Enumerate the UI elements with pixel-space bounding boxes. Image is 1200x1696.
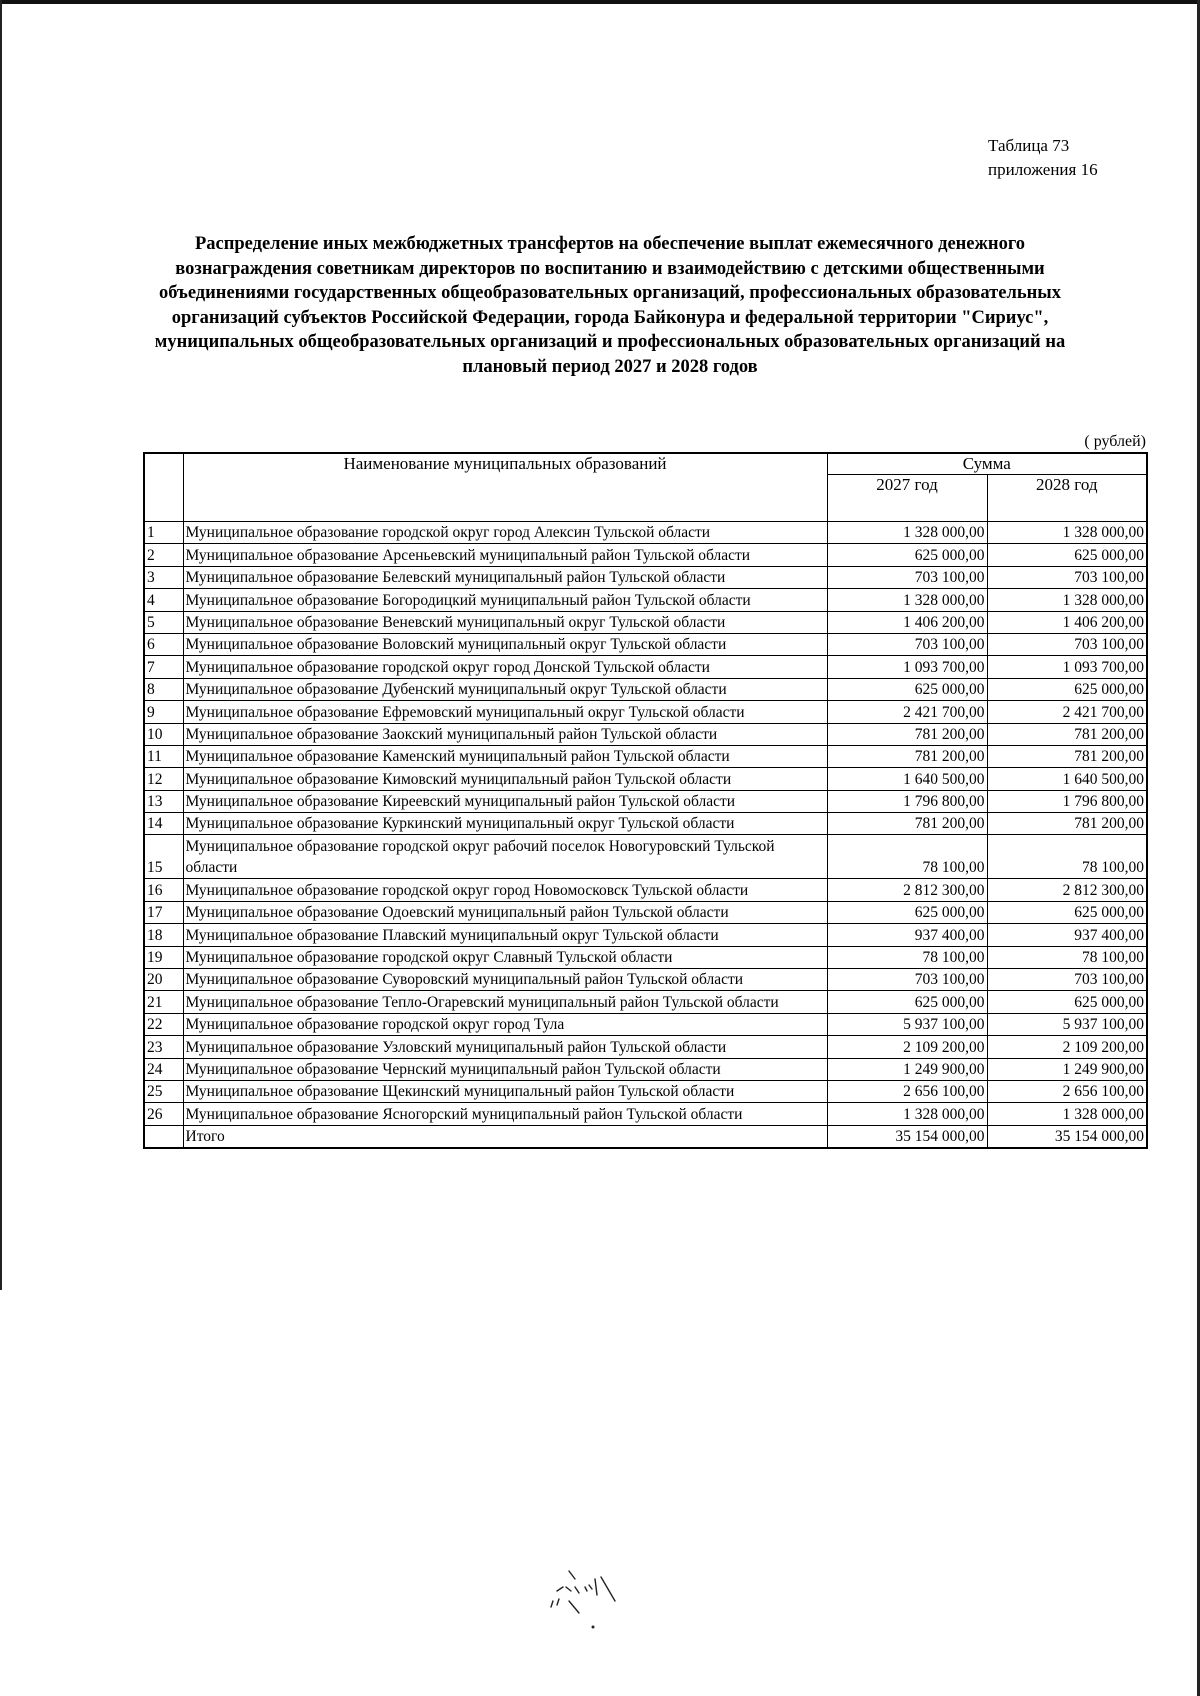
row-number: 15 (144, 835, 183, 879)
row-municipality-name: Муниципальное образование городской округ город Алексин Тульской области (183, 522, 827, 544)
row-amount-2027: 2 421 700,00 (827, 701, 987, 723)
table-row (144, 566, 1147, 588)
row-number: 24 (144, 1058, 183, 1080)
row-amount-2028: 5 937 100,00 (987, 1013, 1147, 1035)
row-amount-2028: 625 000,00 (987, 544, 1147, 566)
row-municipality-name: Муниципальное образование городской округ рабочий поселок Новогуровский Тульской области (183, 835, 827, 879)
row-number: 4 (144, 589, 183, 611)
row-amount-2027: 2 812 300,00 (827, 879, 987, 901)
row-municipality-name: Муниципальное образование городской округ город Тула (183, 1013, 827, 1035)
row-amount-2028: 625 000,00 (987, 678, 1147, 700)
table-row (144, 1013, 1147, 1035)
row-amount-2028: 703 100,00 (987, 566, 1147, 588)
row-amount-2027: 781 200,00 (827, 813, 987, 835)
row-amount-2028: 625 000,00 (987, 991, 1147, 1013)
row-number: 6 (144, 633, 183, 655)
row-amount-2027: 1 796 800,00 (827, 790, 987, 812)
document-title: Распределение иных межбюджетных трансфертов на обеспечение выплат ежемесячного денежного вознаграждения советникам директоров по воспитанию и взаимодействию с детскими общественными объединениями государственных общеобразовательных организаций, профессиональных образовательных организаций субъектов Российской Федерации, города Байконура и федеральной территории "Сириус", муниципальных общеобразовательных организаций и профессиональных образовательных организаций на плановый период 2027 и 2028 годов (154, 234, 1066, 377)
row-number: 12 (144, 768, 183, 790)
row-amount-2027: 1 328 000,00 (827, 1103, 987, 1125)
table-row (144, 991, 1147, 1013)
row-amount-2027: 2 109 200,00 (827, 1036, 987, 1058)
row-amount-2028: 2 812 300,00 (987, 879, 1147, 901)
row-amount-2027: 78 100,00 (827, 946, 987, 968)
row-municipality-name: Муниципальное образование Ясногорский муниципальный район Тульской области (183, 1103, 827, 1125)
row-number: 23 (144, 1036, 183, 1058)
row-number: 25 (144, 1080, 183, 1102)
table-number: Таблица 73 (988, 136, 1070, 155)
row-amount-2027: 625 000,00 (827, 901, 987, 923)
page-left-border (0, 0, 2, 1290)
row-amount-2028: 1 406 200,00 (987, 611, 1147, 633)
row-number: 22 (144, 1013, 183, 1035)
row-amount-2027: 1 640 500,00 (827, 768, 987, 790)
table-row (144, 835, 1147, 879)
table-row (144, 1080, 1147, 1102)
row-amount-2027: 937 400,00 (827, 924, 987, 946)
table-row (144, 879, 1147, 901)
table-row (144, 1036, 1147, 1058)
row-number: 14 (144, 813, 183, 835)
row-number: 2 (144, 544, 183, 566)
row-amount-2028: 703 100,00 (987, 633, 1147, 655)
row-municipality-name: Муниципальное образование Ефремовский муниципальный округ Тульской области (183, 701, 827, 723)
total-2027: 35 154 000,00 (827, 1125, 987, 1148)
table-row (144, 969, 1147, 991)
row-amount-2027: 703 100,00 (827, 633, 987, 655)
units-label: ( рублей) (1084, 433, 1146, 450)
row-amount-2027: 703 100,00 (827, 969, 987, 991)
table-row (144, 790, 1147, 812)
row-amount-2027: 1 328 000,00 (827, 589, 987, 611)
total-label: Итого (183, 1125, 827, 1148)
row-municipality-name: Муниципальное образование городской округ город Донской Тульской области (183, 656, 827, 678)
signature-mark (545, 1565, 655, 1635)
table-reference (988, 134, 1098, 182)
row-number: 5 (144, 611, 183, 633)
table-row (144, 633, 1147, 655)
row-amount-2028: 1 093 700,00 (987, 656, 1147, 678)
row-municipality-name: Муниципальное образование Заокский муниципальный район Тульской области (183, 723, 827, 745)
row-amount-2028: 937 400,00 (987, 924, 1147, 946)
row-municipality-name: Муниципальное образование Чернский муниципальный район Тульской области (183, 1058, 827, 1080)
row-municipality-name: Муниципальное образование Щекинский муниципальный район Тульской области (183, 1080, 827, 1102)
row-amount-2027: 1 093 700,00 (827, 656, 987, 678)
row-municipality-name: Муниципальное образование Богородицкий муниципальный район Тульской области (183, 589, 827, 611)
table-row (144, 1103, 1147, 1125)
row-amount-2027: 781 200,00 (827, 745, 987, 767)
row-amount-2027: 1 406 200,00 (827, 611, 987, 633)
row-number: 11 (144, 745, 183, 767)
table-row (144, 544, 1147, 566)
row-amount-2027: 781 200,00 (827, 723, 987, 745)
row-municipality-name: Муниципальное образование Кимовский муниципальный район Тульской области (183, 768, 827, 790)
row-municipality-name: Муниципальное образование городской округ город Новомосковск Тульской области (183, 879, 827, 901)
total-number-cell (144, 1125, 183, 1148)
table-row (144, 611, 1147, 633)
table-row (144, 813, 1147, 835)
header-name: Наименование муниципальных образований (183, 453, 827, 522)
header-number-cell (144, 453, 183, 522)
row-amount-2027: 2 656 100,00 (827, 1080, 987, 1102)
row-amount-2027: 703 100,00 (827, 566, 987, 588)
row-amount-2027: 1 328 000,00 (827, 522, 987, 544)
row-municipality-name: Муниципальное образование Киреевский муниципальный район Тульской области (183, 790, 827, 812)
row-municipality-name: Муниципальное образование Тепло-Огаревский муниципальный район Тульской области (183, 991, 827, 1013)
row-municipality-name: Муниципальное образование Белевский муниципальный район Тульской области (183, 566, 827, 588)
page-top-border (0, 0, 1200, 4)
row-amount-2027: 5 937 100,00 (827, 1013, 987, 1035)
table-row (144, 723, 1147, 745)
row-number: 3 (144, 566, 183, 588)
total-2028: 35 154 000,00 (987, 1125, 1147, 1148)
row-amount-2028: 703 100,00 (987, 969, 1147, 991)
row-municipality-name: Муниципальное образование городской округ Славный Тульской области (183, 946, 827, 968)
table-row (144, 701, 1147, 723)
row-number: 13 (144, 790, 183, 812)
row-amount-2028: 1 328 000,00 (987, 1103, 1147, 1125)
row-amount-2028: 1 328 000,00 (987, 522, 1147, 544)
row-number: 18 (144, 924, 183, 946)
row-number: 10 (144, 723, 183, 745)
row-amount-2028: 1 640 500,00 (987, 768, 1147, 790)
row-number: 9 (144, 701, 183, 723)
row-amount-2028: 781 200,00 (987, 745, 1147, 767)
row-municipality-name: Муниципальное образование Узловский муниципальный район Тульской области (183, 1036, 827, 1058)
row-amount-2028: 625 000,00 (987, 901, 1147, 923)
row-municipality-name: Муниципальное образование Арсеньевский муниципальный район Тульской области (183, 544, 827, 566)
appendix-number: приложения 16 (988, 160, 1098, 179)
row-amount-2028: 78 100,00 (987, 946, 1147, 968)
row-municipality-name: Муниципальное образование Одоевский муниципальный район Тульской области (183, 901, 827, 923)
row-number: 16 (144, 879, 183, 901)
table-header-row (144, 453, 1147, 475)
row-municipality-name: Муниципальное образование Каменский муниципальный район Тульской области (183, 745, 827, 767)
row-municipality-name: Муниципальное образование Куркинский муниципальный округ Тульской области (183, 813, 827, 835)
table-row (144, 901, 1147, 923)
row-number: 8 (144, 678, 183, 700)
row-number: 17 (144, 901, 183, 923)
row-amount-2027: 78 100,00 (827, 835, 987, 879)
row-amount-2027: 625 000,00 (827, 544, 987, 566)
total-row (144, 1125, 1147, 1148)
row-number: 7 (144, 656, 183, 678)
row-amount-2028: 2 109 200,00 (987, 1036, 1147, 1058)
row-amount-2028: 78 100,00 (987, 835, 1147, 879)
table-row (144, 768, 1147, 790)
row-municipality-name: Муниципальное образование Дубенский муниципальный округ Тульской области (183, 678, 827, 700)
row-amount-2028: 2 421 700,00 (987, 701, 1147, 723)
table-row (144, 1058, 1147, 1080)
table-row (144, 745, 1147, 767)
header-sum: Сумма (827, 453, 1147, 475)
table-row (144, 924, 1147, 946)
row-amount-2027: 625 000,00 (827, 678, 987, 700)
header-2027: 2027 год (827, 475, 987, 522)
row-number: 21 (144, 991, 183, 1013)
row-number: 26 (144, 1103, 183, 1125)
row-amount-2028: 1 328 000,00 (987, 589, 1147, 611)
row-number: 19 (144, 946, 183, 968)
row-amount-2027: 1 249 900,00 (827, 1058, 987, 1080)
row-municipality-name: Муниципальное образование Плавский муниципальный округ Тульской области (183, 924, 827, 946)
row-municipality-name: Муниципальное образование Веневский муниципальный округ Тульской области (183, 611, 827, 633)
transfers-table (143, 452, 1148, 1149)
row-municipality-name: Муниципальное образование Воловский муниципальный округ Тульской области (183, 633, 827, 655)
table-row (144, 522, 1147, 544)
table-row (144, 589, 1147, 611)
header-2028: 2028 год (987, 475, 1147, 522)
table-row (144, 678, 1147, 700)
row-amount-2028: 781 200,00 (987, 813, 1147, 835)
table-row (144, 656, 1147, 678)
row-amount-2028: 1 796 800,00 (987, 790, 1147, 812)
row-number: 1 (144, 522, 183, 544)
table-body (144, 522, 1147, 1126)
row-amount-2028: 781 200,00 (987, 723, 1147, 745)
row-amount-2028: 1 249 900,00 (987, 1058, 1147, 1080)
row-amount-2028: 2 656 100,00 (987, 1080, 1147, 1102)
row-amount-2027: 625 000,00 (827, 991, 987, 1013)
row-municipality-name: Муниципальное образование Суворовский муниципальный район Тульской области (183, 969, 827, 991)
table-row (144, 946, 1147, 968)
row-number: 20 (144, 969, 183, 991)
